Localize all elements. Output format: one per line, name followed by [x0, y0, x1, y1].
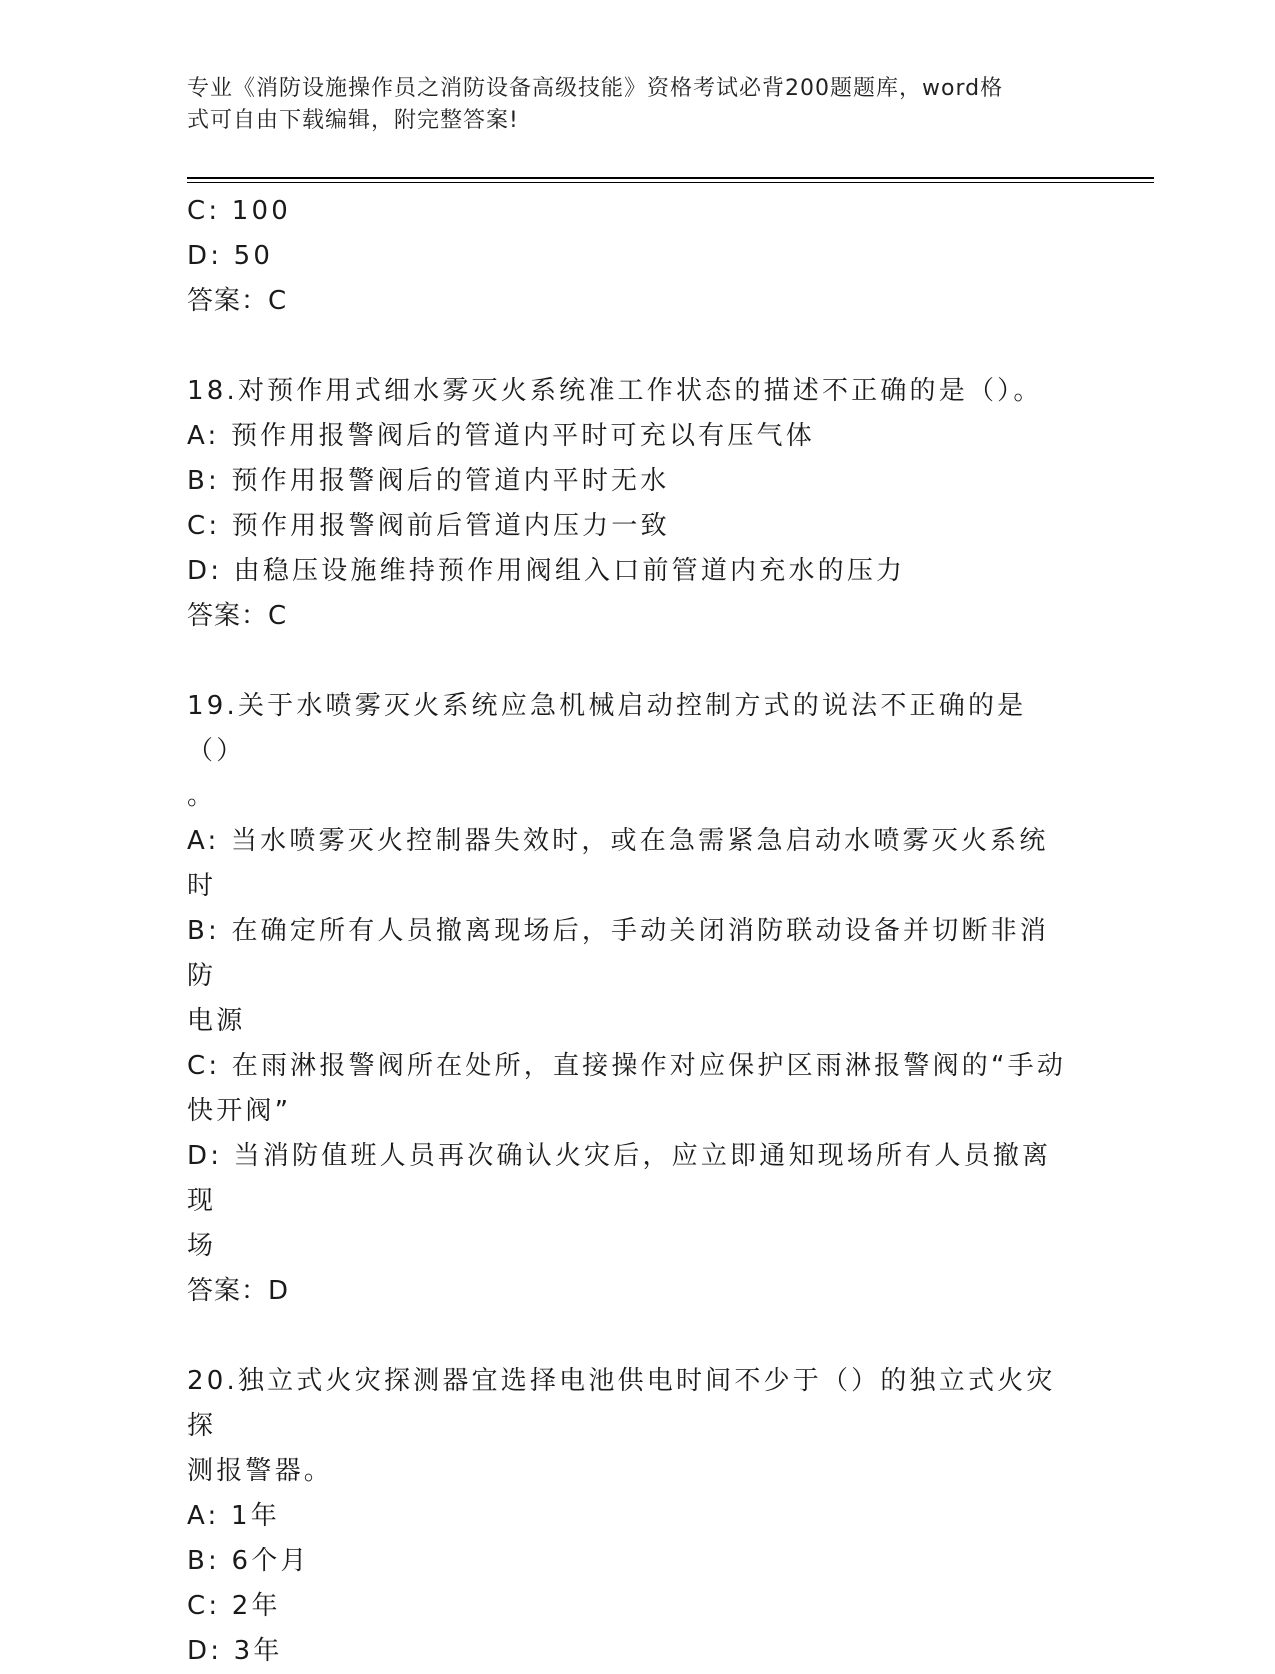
previous-question-tail: [187, 189, 1067, 324]
option-b: B: 6个月: [187, 1546, 310, 1576]
option-d: D: 3年: [187, 1636, 283, 1666]
question-18: [187, 369, 1067, 639]
option-d: D: 由稳压设施维持预作用阀组入口前管道内充水的压力: [187, 556, 906, 586]
option-a: A: 当水喷雾灭火控制器失效时，或在急需紧急启动水喷雾灭火系统时: [187, 826, 1049, 901]
question-content: [187, 189, 1067, 1674]
option-c-line-1: C: 在雨淋报警阀所在处所，直接操作对应保护区雨淋报警阀的“手动: [187, 1051, 1067, 1081]
option-d-line-2: 场: [187, 1231, 217, 1261]
answer: 答案：D: [187, 1276, 290, 1306]
option-c: C: 2年: [187, 1591, 281, 1621]
header-rule-thin: [187, 182, 1154, 183]
option-b-line-2: 电源: [187, 1006, 246, 1036]
option-b: B: 预作用报警阀后的管道内平时无水: [187, 466, 670, 496]
spacer: [187, 639, 1067, 684]
option-c-line-2: 快开阀”: [187, 1096, 292, 1126]
question-text: 18.对预作用式细水雾灭火系统准工作状态的描述不正确的是（）。: [187, 376, 1043, 406]
question-19: [187, 684, 1067, 1314]
option-d-line-1: D: 当消防值班人员再次确认火灾后，应立即通知现场所有人员撤离现: [187, 1141, 1052, 1216]
page-header: [187, 73, 1067, 137]
answer: 答案：C: [187, 286, 288, 316]
option-a: A: 1年: [187, 1501, 280, 1531]
question-20: [187, 1359, 1067, 1674]
question-text-line-1: 20.独立式火灾探测器宜选择电池供电时间不少于（）的独立式火灾探: [187, 1366, 1056, 1441]
header-rule-thick: [187, 177, 1154, 179]
spacer: [187, 324, 1067, 369]
spacer: [187, 1314, 1067, 1359]
question-text-line-2: 。: [187, 781, 217, 811]
question-text-line-2: 测报警器。: [187, 1456, 334, 1486]
option-c: C: 预作用报警阀前后管道内压力一致: [187, 511, 670, 541]
option-c: C: 100: [187, 196, 292, 226]
answer: 答案：C: [187, 601, 288, 631]
header-line-1: 专业《消防设施操作员之消防设备高级技能》资格考试必背200题题库，word格: [187, 76, 1004, 101]
option-a: A: 预作用报警阀后的管道内平时可充以有压气体: [187, 421, 815, 451]
question-text-line-1: 19.关于水喷雾灭火系统应急机械启动控制方式的说法不正确的是（）: [187, 691, 1027, 766]
option-b-line-1: B: 在确定所有人员撤离现场后，手动关闭消防联动设备并切断非消防: [187, 916, 1050, 991]
option-d: D: 50: [187, 241, 274, 271]
header-line-2: 式可自由下载编辑，附完整答案!: [187, 108, 519, 133]
